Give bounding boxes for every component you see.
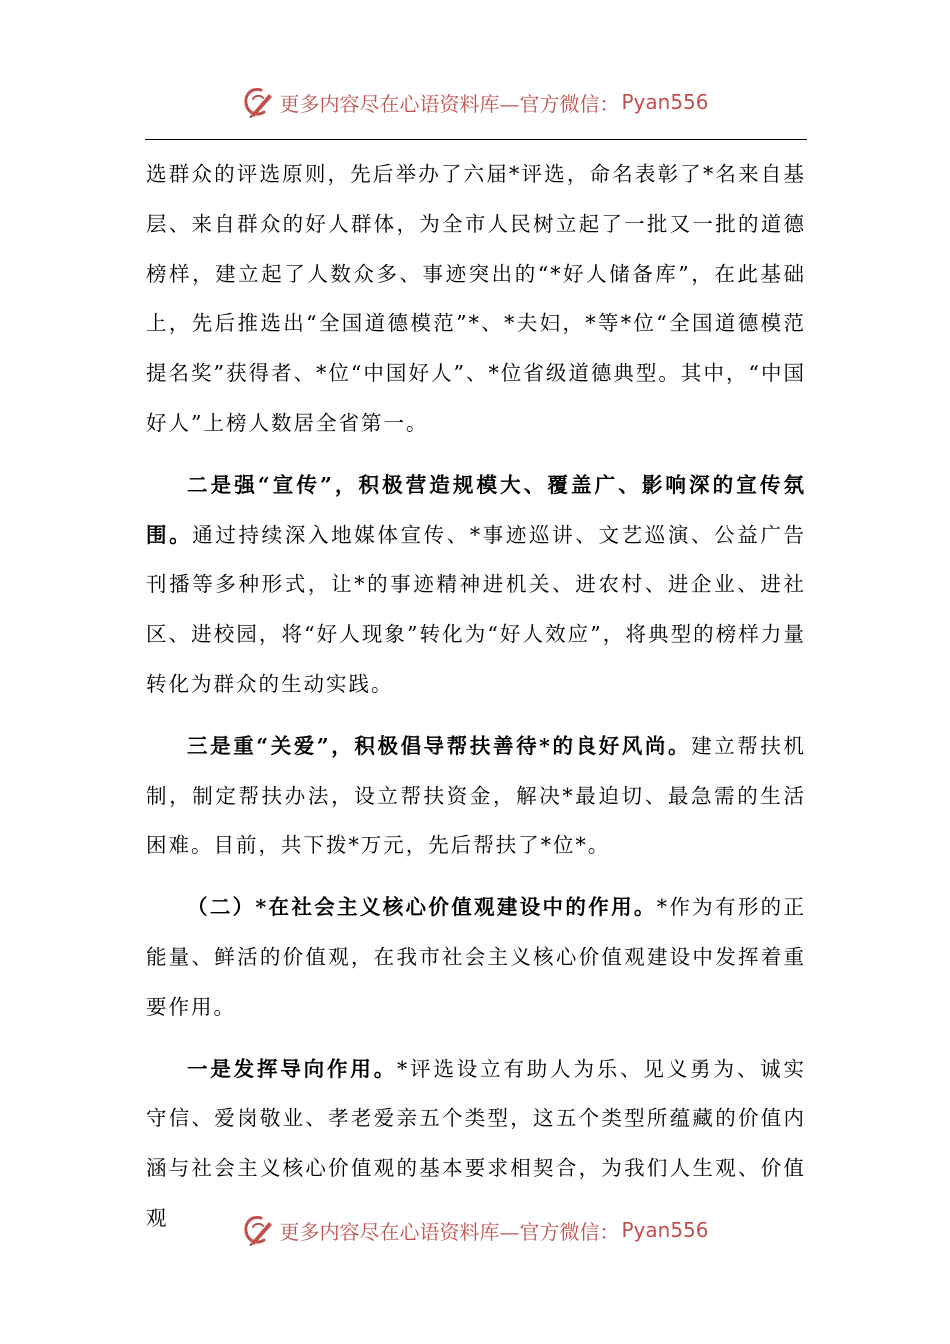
paragraph-2-heading: 二是强“宣传”，积极营造规模大、覆盖广、影响深的宣传氛围。 xyxy=(146,472,806,547)
paragraph-4-heading: （二）*在社会主义核心价值观建设中的作用。 xyxy=(187,895,657,920)
banner-text: 更多内容尽在心语资料库—官方微信： xyxy=(279,91,620,116)
banner-text: 更多内容尽在心语资料库—官方微信： xyxy=(279,1219,620,1244)
document-body xyxy=(146,150,806,1244)
paragraph-5-text: *评选设立有助人为乐、见义勇为、诚实守信、爱岗敬业、孝老爱亲五个类型，这五个类型所蕴藏的价值内涵与社会主义核心价值观的基本要求相契合，为我们人生观、价值观 xyxy=(146,1056,807,1230)
paragraph-3-text: 建立帮扶机制，制定帮扶办法，设立帮扶资金，解决*最迫切、最急需的生活困难。目前，共下拨*万元，先后帮扶了*位*。 xyxy=(146,733,806,858)
paragraph-5-heading: 一是发挥导向作用。 xyxy=(187,1056,398,1081)
banner-wechat-id: Pyan556 xyxy=(621,90,709,114)
paragraph-3 xyxy=(146,722,806,871)
header-banner xyxy=(0,80,950,124)
paragraph-3-heading: 三是重“关爱”，积极倡导帮扶善待*的良好风尚。 xyxy=(187,733,692,758)
pen-logo-icon xyxy=(241,1213,275,1247)
paragraph-1 xyxy=(146,150,806,449)
paragraph-4-text: *作为有形的正能量、鲜活的价值观，在我市社会主义核心价值观建设中发挥着重要作用。 xyxy=(146,895,806,1019)
paragraph-1-text: 选群众的评选原则，先后举办了六届*评选，命名表彰了*名来自基层、来自群众的好人群体，为全市人民树立起了一批又一批的道德榜样，建立起了人数众多、事迹突出的“*好人储备库”，在此基础上，先后推选出“全国道德模范”*、*夫妇，*等*位“全国道德模范提名奖”获得者、*位“中国好人”、*位省级道德典型。其中，“中国好人”上榜人数居全省第一。 xyxy=(146,162,806,435)
paragraph-2-text: 通过持续深入地媒体宣传、*事迹巡讲、文艺巡演、公益广告刊播等多种形式，让*的事迹精神进机关、进农村、进企业、进社区、进校园，将“好人现象”转化为“好人效应”，将典型的榜样力量转化为群众的生动实践。 xyxy=(146,522,807,696)
banner-wechat-id: Pyan556 xyxy=(621,1218,709,1242)
pen-logo-icon xyxy=(241,85,275,119)
paragraph-2 xyxy=(146,461,806,710)
footer-banner xyxy=(0,1208,950,1252)
header-divider xyxy=(145,139,807,140)
paragraph-4 xyxy=(146,883,806,1032)
